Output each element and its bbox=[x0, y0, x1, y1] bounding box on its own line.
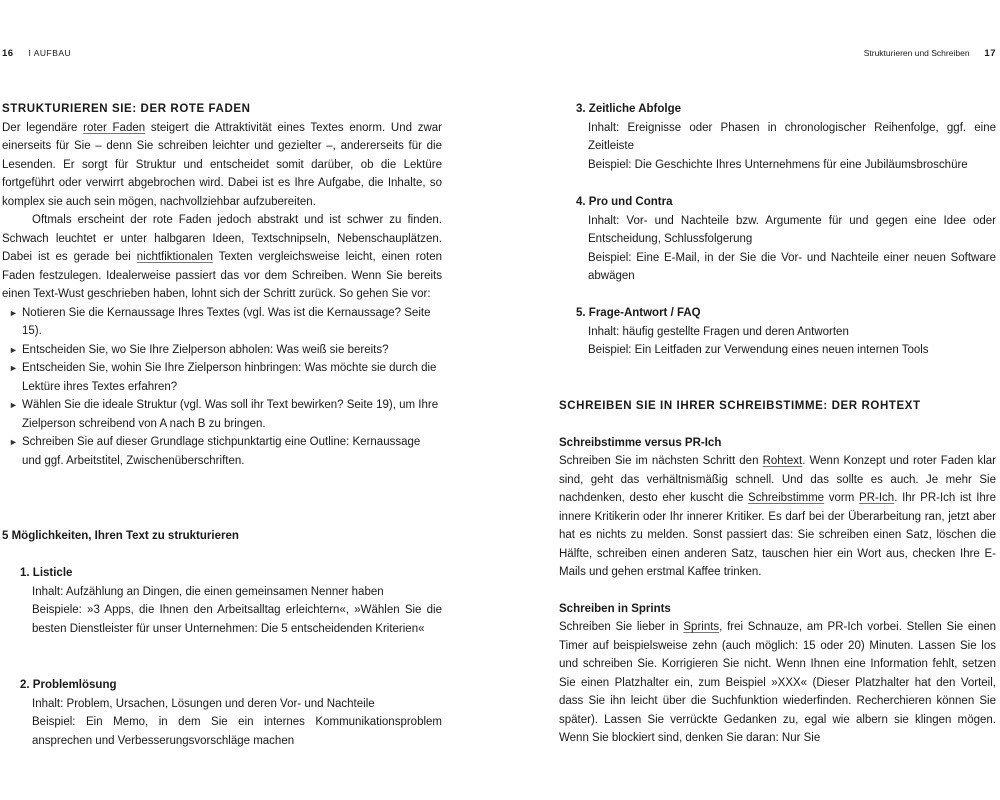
item-number: 4. bbox=[576, 196, 586, 208]
left-page-number: 16 bbox=[2, 48, 14, 59]
item-number: 1. bbox=[20, 567, 30, 579]
triangle-bullet-icon: ► bbox=[9, 400, 18, 410]
triangle-bullet-icon: ► bbox=[9, 437, 18, 447]
link-pr-ich[interactable]: PR-Ich bbox=[859, 492, 895, 504]
list-item bbox=[2, 433, 442, 470]
link-nichtfiktionalen[interactable]: nichtfiktionalen bbox=[136, 251, 213, 263]
item-inhalt: Inhalt: Ereignisse oder Phasen in chronologischer Reihenfolge, ggf. eine Zeitleiste bbox=[588, 121, 996, 152]
text-run: vorm bbox=[824, 492, 860, 504]
right-running-head: Strukturieren und Schreiben bbox=[863, 48, 970, 58]
left-column bbox=[2, 100, 442, 470]
item-number: 5. bbox=[576, 307, 586, 319]
paragraph-roter-faden-1 bbox=[2, 119, 442, 212]
text-run: Schreiben Sie lieber in bbox=[559, 621, 684, 633]
text-run: steigert die Attraktivität eines Textes enorm. Und zwar einerseits für Sie – denn Sie schreiben leichter und gezielter –, andererseits für die Lesenden. Er sorgt für Struktur und entscheidet somit darüber, ob die Lektüre fortgeführt oder verwirrt abgebrochen wird. Dabei ist es Ihre Aufgabe, die Inhalte, so komplex sie auch sein mögen, nachvollziehbar aufzubereiten. bbox=[2, 121, 443, 208]
triangle-bullet-icon: ► bbox=[9, 344, 18, 355]
item-beispiel: Beispiel: Ein Leitfaden zur Verwendung eines neuen internen Tools bbox=[588, 344, 929, 356]
paragraph-sprints bbox=[559, 618, 996, 748]
text-run: , frei Schnauze, am PR-Ich vorbei. Stellen Sie einen Timer auf beispielsweise zehn (auch möglich: 15 oder 20) Minuten. Lassen Sie los und schreiben Sie. Korrigieren Sie nicht. Wenn Ihnen eine Information fehlt, setzen Sie einen Platzhalter ein, zum Beispiel »XXX« (Dieser Platzhalter hat den Vorteil, dass Sie ihn leicht über die Suchfunktion wiederfinden. Recherchieren können Sie später). Lassen Sie verrückte Gedanken zu, egal wie albern sie klingen mögen. Wenn Sie blockiert sind, denken Sie daran: Nur Sie bbox=[559, 621, 997, 744]
item-beispiel: Beispiel: Ein Memo, in dem Sie ein internes Kommunikationsproblem ansprechen und Verbesserungsvorschläge machen bbox=[32, 716, 442, 747]
item-number: 2. bbox=[20, 679, 30, 691]
item-title: Listicle bbox=[32, 567, 73, 579]
text-run: Oftmals erscheint der rote Faden jedoch abstrakt und ist schwer zu finden. Schwach leuchtet er unter halbgaren Ideen, Textschnipseln, Nebenschauplätzen. Dabei ist es gerade bei bbox=[2, 214, 442, 263]
item-inhalt: Inhalt: häufig gestellte Fragen und deren Antworten bbox=[588, 325, 849, 338]
item-title: Problemlösung bbox=[32, 679, 117, 691]
link-rohtext[interactable]: Rohtext bbox=[762, 455, 803, 467]
list-item bbox=[2, 359, 442, 396]
bullet-text: Wählen Sie die ideale Struktur (vgl. Was soll ihr Text bewirken? Seite 19), um Ihre Zielperson schreibend von A nach B zu bringen. bbox=[22, 399, 439, 430]
list-item bbox=[2, 304, 442, 341]
item-number: 3. bbox=[576, 103, 586, 115]
structure-item-pro-contra bbox=[576, 193, 996, 286]
paragraph-roter-faden-2 bbox=[2, 211, 442, 304]
bullet-text: Notieren Sie die Kernaussage Ihres Textes (vgl. Was ist die Kernaussage? Seite 15). bbox=[22, 306, 431, 337]
section-heading-roter-faden: STRUKTURIEREN SIE: DER ROTE FADEN bbox=[2, 103, 251, 115]
right-page bbox=[500, 0, 1000, 800]
bullet-text: Schreiben Sie auf dieser Grundlage stichpunktartig eine Outline: Kernaussage und ggf. Arbeitstitel, Zwischenüberschriften. bbox=[22, 436, 421, 467]
left-running-head: I AUFBAU bbox=[28, 48, 72, 58]
right-column-rohtext bbox=[559, 397, 996, 748]
bullet-text: Entscheiden Sie, wohin Sie Ihre Zielperson hinbringen: Was möchte sie durch die Lektüre ihres Textes erfahren? bbox=[22, 362, 437, 393]
subheading-sprints: Schreiben in Sprints bbox=[559, 602, 671, 615]
item-title: Pro und Contra bbox=[588, 196, 673, 208]
structure-item-faq bbox=[576, 304, 996, 360]
item-inhalt: Inhalt: Problem, Ursachen, Lösungen und deren Vor- und Nachteile bbox=[32, 697, 375, 710]
structure-item-zeitliche-abfolge bbox=[576, 100, 996, 174]
text-run: Schreiben Sie im nächsten Schritt den bbox=[559, 455, 763, 467]
item-beispiel: Beispiele: »3 Apps, die Ihnen den Arbeitsalltag erleichtern«, »Wählen Sie die besten Dienstleister für unser Unternehmen: Die 5 entscheidenden Kriterien« bbox=[32, 604, 442, 635]
bullet-list bbox=[2, 304, 442, 471]
subheading-schreibstimme: Schreibstimme versus PR-Ich bbox=[559, 436, 722, 449]
item-title: Zeitliche Abfolge bbox=[588, 103, 682, 115]
left-page-header bbox=[2, 48, 71, 59]
section-heading-rohtext: SCHREIBEN SIE IN IHRER SCHREIBSTIMME: DER ROHTEXT bbox=[559, 400, 921, 412]
right-page-number: 17 bbox=[984, 48, 996, 59]
right-page-header bbox=[864, 48, 996, 59]
section-heading-5-moeglichkeiten: 5 Möglichkeiten, Ihren Text zu strukturieren bbox=[2, 530, 239, 542]
list-item bbox=[2, 396, 442, 433]
text-run: Der legendäre bbox=[2, 121, 84, 134]
item-beispiel: Beispiel: Eine E-Mail, in der Sie die Vor- und Nachteile einer neuen Software abwägen bbox=[588, 251, 996, 282]
item-beispiel: Beispiel: Die Geschichte Ihres Unternehmens für eine Jubiläumsbroschüre bbox=[588, 158, 968, 171]
structure-item-listicle bbox=[20, 564, 442, 638]
item-title: Frage-Antwort / FAQ bbox=[588, 307, 701, 319]
paragraph-schreibstimme bbox=[559, 452, 996, 582]
text-run: . Ihr PR-Ich ist Ihre innere Kritikerin oder Ihr innerer Kritiker. Es darf bei der Überarbeitung ran, jetzt aber hat es nichts zu melden. Sonst passiert das: Sie schreiben einen Satz, löschen die Hälfte, schreiben einen anderen Satz, tauschen hier ein Wort aus, checken Ihre E-Mails und gehen erstmal Kaffee trinken. bbox=[559, 492, 997, 578]
text-run: Texten vergleichsweise leicht, einen roten Faden festzulegen. Idealerweise passiert das vor dem Schreiben. Wenn Sie bereits einen Text-Wust geschrieben haben, lohnt sich der Schritt zurück. So gehen Sie vor: bbox=[2, 251, 442, 300]
text-run: . Wenn Konzept und roter Faden klar sind, geht das verhältnismäßig schnell. Und das sollte es auch. Je mehr Sie nachdenken, desto eher kuscht die bbox=[559, 455, 996, 504]
bullet-text: Entscheiden Sie, wo Sie Ihre Zielperson abholen: Was weiß sie bereits? bbox=[22, 343, 389, 356]
structure-item-problemloesung bbox=[20, 676, 442, 750]
link-schreibstimme[interactable]: Schreibstimme bbox=[748, 492, 825, 504]
triangle-bullet-icon: ► bbox=[9, 307, 18, 318]
list-item bbox=[2, 341, 442, 360]
link-sprints[interactable]: Sprints bbox=[683, 621, 720, 633]
left-column-structures bbox=[2, 527, 442, 546]
triangle-bullet-icon: ► bbox=[9, 363, 18, 373]
item-inhalt: Inhalt: Vor- und Nachteile bzw. Argumente für und gegen eine Idee oder Entscheidung, Schlussfolgerung bbox=[588, 214, 996, 245]
item-inhalt: Inhalt: Aufzählung an Dingen, die einen gemeinsamen Nenner haben bbox=[32, 585, 384, 598]
link-roter-faden[interactable]: roter Faden bbox=[83, 121, 146, 134]
